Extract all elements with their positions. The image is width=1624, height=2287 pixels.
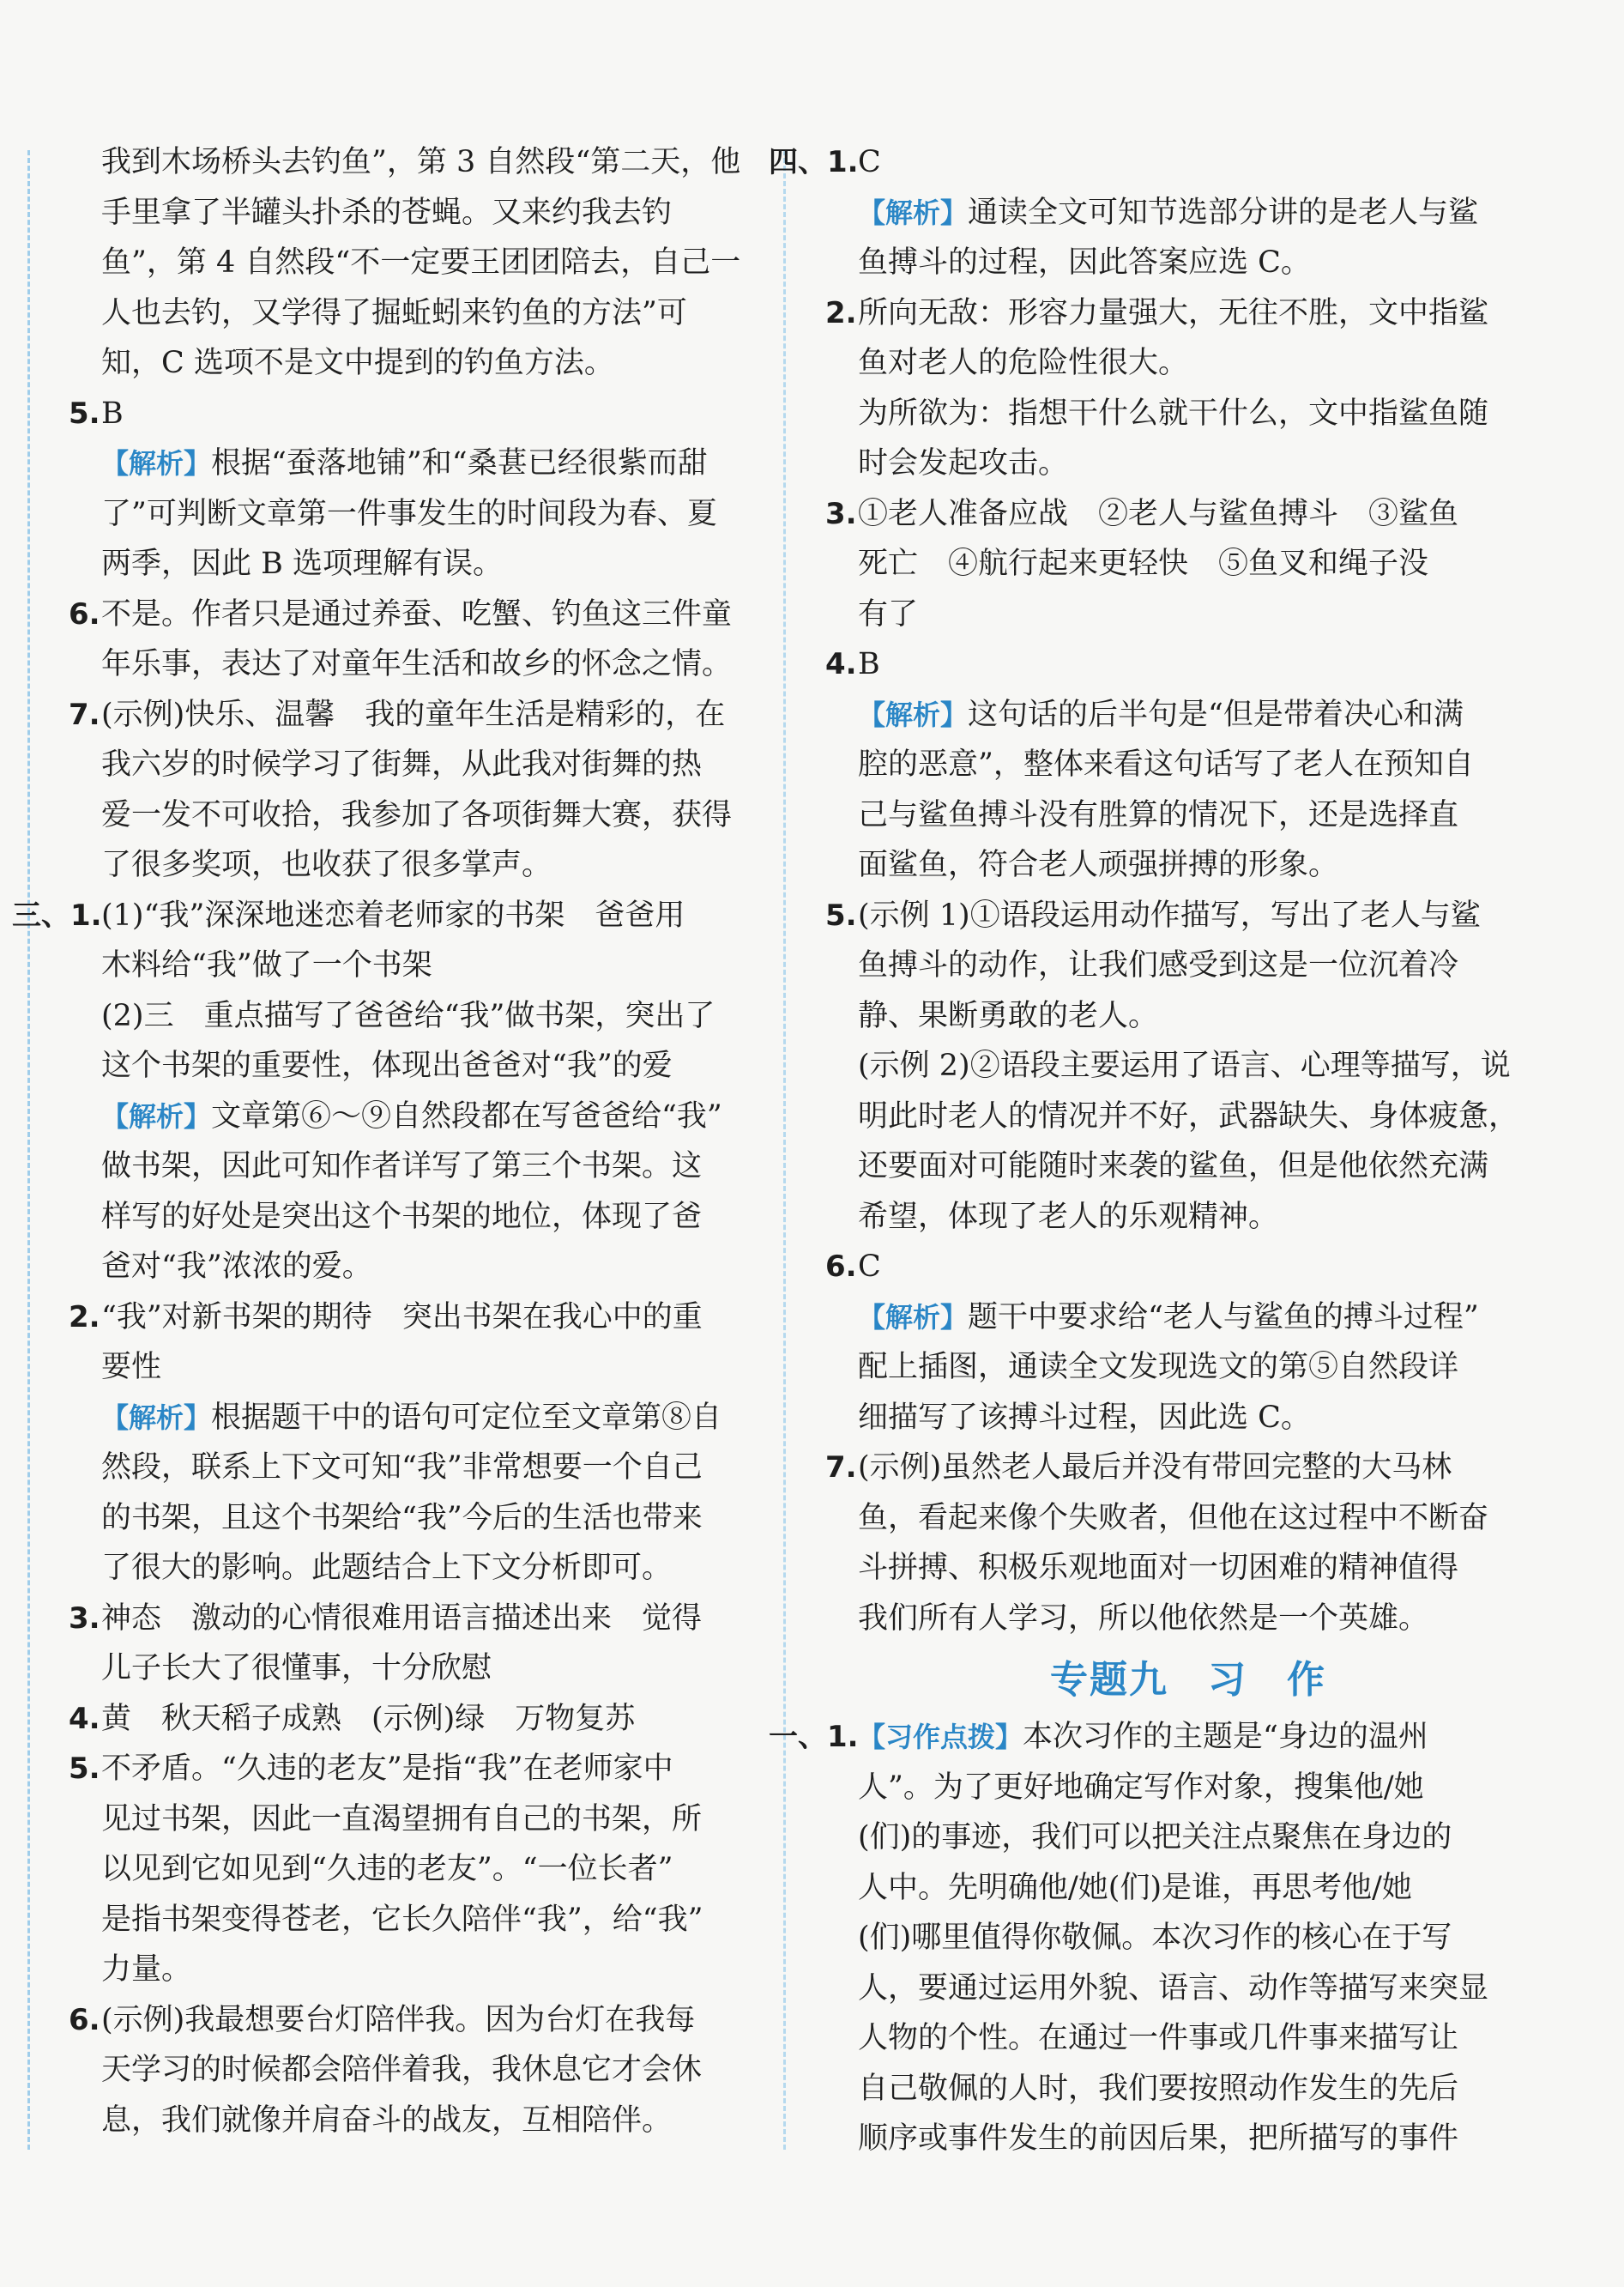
answer-line [858, 1594, 1518, 1644]
answer-text: 顺序或事件发生的前因后果，把所描写的事件 [858, 2121, 1459, 2156]
question-number: 6. [825, 1249, 857, 1284]
answer-line [858, 790, 1518, 841]
answer-text: (2)三 重点描写了爸爸给“我”做书架，突出了 [101, 998, 715, 1033]
answer-line [101, 2045, 753, 2096]
answer-text: 木料给“我”做了一个书架 [101, 948, 432, 983]
answer-text: 然段，联系上下文可知“我”非常想要一个自己 [101, 1450, 703, 1485]
left-column [12, 137, 753, 2145]
answer-line [825, 288, 1518, 339]
analysis-tag: 【解析】 [858, 1300, 969, 1334]
answer-text: 不是。作者只是通过养蚕、吃蟹、钓鱼这三件童 [101, 596, 733, 632]
answer-text: 配上插图，通读全文发现选文的第⑤自然段详 [858, 1350, 1459, 1384]
answer-text: 年乐事，表达了对童年生活和故乡的怀念之情。 [101, 647, 733, 681]
answer-line [858, 1092, 1518, 1142]
answer-text: 根据题干中的语句可定位至文章第⑧自 [211, 1400, 722, 1435]
answer-text: 鱼”，第 4 自然段“不一定要王团团陪去，自己一 [101, 245, 741, 280]
answer-line [858, 1342, 1518, 1393]
answer-line [69, 1995, 753, 2046]
answer-text: 黄 秋天稻子成熟 (示例)绿 万物复苏 [101, 1701, 636, 1736]
answer-text: (们)哪里值得你敬佩。本次习作的核心在于写 [858, 1921, 1452, 1955]
answer-line [101, 238, 753, 288]
answer-line [858, 1543, 1518, 1594]
right-column [769, 137, 1519, 2164]
answer-text: 以见到它如见到“久违的老友”。“一位长者” [101, 1852, 673, 1886]
answer-line [769, 1712, 1518, 1763]
answer-line [858, 238, 1518, 288]
column-divider [783, 150, 786, 2150]
answer-text: 人物的个性。在通过一件事或几件事来描写让 [858, 2021, 1459, 2055]
analysis-tag: 【解析】 [858, 698, 969, 731]
answer-line [825, 1443, 1518, 1493]
answer-text: 是指书架变得苍老，它长久陪伴“我”，给“我” [101, 1902, 703, 1937]
question-number: 6. [69, 596, 100, 632]
answer-line [101, 1794, 753, 1845]
question-number: 5. [69, 1752, 100, 1786]
question-number: 3. [69, 1600, 100, 1636]
answer-line [101, 840, 753, 891]
answer-line [101, 2096, 753, 2146]
answer-text: 鱼，看起来像个失败者，但他在这过程中不断奋 [858, 1500, 1489, 1535]
answer-text: C [858, 145, 881, 179]
answer-line [101, 1041, 753, 1092]
answer-text: 时会发起攻击。 [858, 446, 1069, 481]
answer-line [858, 539, 1518, 590]
question-number: 3. [825, 496, 857, 531]
answer-line [858, 2064, 1518, 2115]
answer-text: 我六岁的时候学习了街舞，从此我对街舞的热 [101, 747, 703, 782]
answer-line [69, 1292, 753, 1343]
answer-line [825, 639, 1518, 690]
answer-text: 神态 激动的心情很难用语言描述出来 觉得 [101, 1600, 703, 1636]
answer-line [101, 188, 753, 239]
analysis-tag: 【习作点拨】 [858, 1721, 1023, 1753]
question-number: 4. [69, 1701, 100, 1736]
answer-text: 手里拿了半罐头扑杀的苍蝇。又来约我去钓 [101, 195, 673, 230]
answer-text: 鱼搏斗的动作，让我们感受到这是一位沉着冷 [858, 948, 1459, 983]
answer-text: 所向无敌：形容力量强大，无往不胜，文中指鲨 [858, 295, 1489, 330]
answer-text: (示例)我最想要台灯陪伴我。因为台灯在我每 [101, 2002, 696, 2037]
answer-line [69, 590, 753, 640]
answer-line [69, 1594, 753, 1644]
question-number: 2. [69, 1299, 100, 1334]
answer-text: ①老人准备应战 ②老人与鲨鱼搏斗 ③鲨鱼 [858, 496, 1459, 531]
answer-text: 鱼搏斗的过程，因此答案应选 C。 [858, 245, 1311, 280]
answer-text: 人，要通过运用外貌、语言、动作等描写来突显 [858, 1970, 1489, 2006]
answer-line [101, 1543, 753, 1594]
answer-text: 希望，体现了老人的乐观精神。 [858, 1199, 1279, 1234]
answer-text: 我们所有人学习，所以他依然是一个英雄。 [858, 1600, 1429, 1636]
answer-line [101, 790, 753, 841]
analysis-tag: 【解析】 [858, 196, 969, 229]
answer-line [858, 1963, 1518, 2014]
answer-line [769, 137, 1518, 188]
answer-text: B [858, 647, 880, 681]
answer-line [101, 1643, 753, 1694]
answer-line [858, 1913, 1518, 1963]
answer-line [101, 1945, 753, 1995]
answer-line [69, 1694, 753, 1745]
answer-text: 知，C 选项不是文中提到的钓鱼方法。 [101, 346, 614, 380]
answer-line [858, 188, 1518, 239]
answer-text: 自己敬佩的人时，我们要按照动作发生的先后 [858, 2071, 1459, 2106]
question-number: 5. [825, 898, 857, 933]
answer-text: 通读全文可知节选部分讲的是老人与鲨 [968, 195, 1479, 230]
answer-text: 了很多奖项，也收获了很多掌声。 [101, 848, 552, 882]
question-number: 四、1. [769, 145, 859, 179]
answer-line [825, 1242, 1518, 1292]
question-number: 5. [69, 396, 100, 431]
answer-text: (示例 2)②语段主要运用了语言、心理等描写，说 [858, 1049, 1511, 1083]
question-number: 2. [825, 295, 857, 330]
answer-text: 根据“蚕落地铺”和“桑葚已经很紫而甜 [211, 446, 708, 481]
question-number: 一、1. [769, 1720, 859, 1754]
answer-text: 本次习作的主题是“身边的温州 [1023, 1720, 1428, 1754]
answer-text: 这句话的后半句是“但是带着决心和满 [968, 697, 1464, 732]
answer-line [101, 1493, 753, 1544]
answer-text: 己与鲨鱼搏斗没有胜算的情况下，还是选择直 [858, 797, 1459, 832]
answer-line [858, 1812, 1518, 1863]
answer-line [858, 1292, 1518, 1343]
answer-line [101, 1342, 753, 1393]
answer-text: 题干中要求给“老人与鲨鱼的搏斗过程” [968, 1299, 1479, 1334]
question-number: 4. [825, 647, 857, 681]
answer-line [101, 941, 753, 991]
answer-line [69, 690, 753, 741]
answer-text: 爱一发不可收拾，我参加了各项街舞大赛，获得 [101, 797, 733, 832]
answer-text: 不矛盾。“久违的老友”是指“我”在老师家中 [101, 1752, 673, 1786]
answer-line [101, 1141, 753, 1192]
question-number: 7. [69, 697, 100, 732]
answer-text: 见过书架，因此一直渴望拥有自己的书架，所 [101, 1801, 703, 1836]
answer-line [858, 590, 1518, 640]
left-margin-rule [27, 150, 30, 2150]
answer-line [101, 1092, 753, 1142]
question-number: 三、1. [12, 898, 102, 933]
question-number: 7. [825, 1450, 857, 1485]
answer-text: 的书架，且这个书架给“我”今后的生活也带来 [101, 1500, 703, 1535]
answer-text: 人”。为了更好地确定写作对象，搜集他/她 [858, 1770, 1424, 1805]
answer-line [858, 338, 1518, 389]
answer-text: 为所欲为：指想干什么就干什么，文中指鲨鱼随 [858, 396, 1489, 431]
answer-line [101, 991, 753, 1042]
answer-text: “我”对新书架的期待 突出书架在我心中的重 [101, 1299, 703, 1334]
answer-line [858, 1493, 1518, 1544]
answer-text: (们)的事迹，我们可以把关注点聚焦在身边的 [858, 1820, 1452, 1854]
answer-text: 两季，因此 B 选项理解有误。 [101, 547, 503, 581]
answer-line [69, 389, 753, 439]
answer-line [825, 489, 1518, 540]
answer-text: 细描写了该搏斗过程，因此选 C。 [858, 1400, 1311, 1435]
right-column-writing-guide [769, 1712, 1518, 2164]
answer-text: (1)“我”深深地迷恋着老师家的书架 爸爸用 [101, 898, 685, 933]
answer-line [858, 1763, 1518, 1813]
answer-text: B [101, 396, 124, 431]
answer-line [858, 941, 1518, 991]
answer-line [858, 1863, 1518, 1914]
answer-line [858, 840, 1518, 891]
answer-text: 面鲨鱼，符合老人顽强拼搏的形象。 [858, 848, 1339, 882]
right-column-answers [769, 137, 1519, 1643]
answer-text: 了”可判断文章第一件事发生的时间段为春、夏 [101, 496, 717, 531]
answer-line [101, 338, 753, 389]
question-number: 6. [69, 2002, 100, 2037]
answer-text: 还要面对可能随时来袭的鲨鱼，但是他依然充满 [858, 1149, 1489, 1183]
answer-text: 要性 [101, 1350, 162, 1384]
answer-line [858, 740, 1518, 790]
answer-line [858, 1393, 1518, 1443]
answer-text: 人中。先明确他/她(们)是谁，再思考他/她 [858, 1870, 1412, 1905]
answer-text: 儿子长大了很懂事，十分欣慰 [101, 1651, 492, 1685]
answer-text: 静、果断勇敢的老人。 [858, 998, 1159, 1033]
answer-line [69, 1744, 753, 1794]
analysis-tag: 【解析】 [101, 1401, 212, 1434]
answer-text: 文章第⑥～⑨自然段都在写爸爸给“我” [211, 1098, 722, 1134]
answer-line [825, 891, 1518, 941]
answer-text: 人也去钓，又学得了掘蚯蚓来钓鱼的方法”可 [101, 295, 687, 330]
answer-text: 死亡 ④航行起来更轻快 ⑤鱼叉和绳子没 [858, 547, 1429, 581]
answer-text: 了很大的影响。此题结合上下文分析即可。 [101, 1551, 673, 1585]
answer-line [101, 740, 753, 790]
answer-text: 斗拼搏、积极乐观地面对一切困难的精神值得 [858, 1551, 1459, 1585]
answer-text: (示例)快乐、温馨 我的童年生活是精彩的，在 [101, 697, 726, 732]
answer-text: 做书架，因此可知作者详写了第三个书架。这 [101, 1149, 703, 1183]
answer-line [101, 539, 753, 590]
answer-line [858, 2114, 1518, 2164]
answer-text: 力量。 [101, 1952, 192, 1987]
answer-line [858, 991, 1518, 1042]
answer-text: C [858, 1249, 881, 1284]
answer-line [101, 439, 753, 489]
answer-line [101, 1443, 753, 1493]
section-heading: 专题九 习 作 [1050, 1658, 1326, 1702]
answer-line [101, 1844, 753, 1895]
answer-text: (示例 1)①语段运用动作描写，写出了老人与鲨 [858, 898, 1481, 933]
answer-line [101, 1242, 753, 1292]
answer-text: 鱼对老人的危险性很大。 [858, 346, 1189, 380]
answer-line [101, 639, 753, 690]
answer-line [858, 1192, 1518, 1243]
answer-text: 息，我们就像并肩奋斗的战友，互相陪伴。 [101, 2102, 673, 2138]
answer-line [858, 1141, 1518, 1192]
answer-line [101, 1895, 753, 1945]
answer-line [101, 1393, 753, 1443]
analysis-tag: 【解析】 [101, 1099, 212, 1133]
answer-line [101, 1192, 753, 1243]
answer-line [101, 137, 753, 188]
answer-text: 腔的恶意”，整体来看这句话写了老人在预知自 [858, 747, 1474, 782]
answer-text: 样写的好处是突出这个书架的地位，体现了爸 [101, 1199, 703, 1234]
answer-text: 明此时老人的情况并不好，武器缺失、身体疲惫， [858, 1098, 1519, 1134]
answer-line [101, 288, 753, 339]
answer-line [12, 891, 753, 941]
answer-line [858, 1041, 1518, 1092]
analysis-tag: 【解析】 [101, 447, 212, 480]
answer-line [858, 439, 1518, 489]
answer-line [858, 2013, 1518, 2064]
answer-line [101, 489, 753, 540]
answer-line [858, 389, 1518, 439]
answer-line [858, 690, 1518, 741]
answer-text: 爸对“我”浓浓的爱。 [101, 1249, 372, 1284]
answer-text: 天学习的时候都会陪伴着我，我休息它才会休 [101, 2053, 703, 2087]
answer-text: 有了 [858, 596, 919, 632]
answer-text: 我到木场桥头去钓鱼”，第 3 自然段“第二天，他 [101, 145, 741, 179]
answer-text: (示例)虽然老人最后并没有带回完整的大马林 [858, 1450, 1452, 1485]
answer-text: 这个书架的重要性，体现出爸爸对“我”的爱 [101, 1049, 673, 1083]
